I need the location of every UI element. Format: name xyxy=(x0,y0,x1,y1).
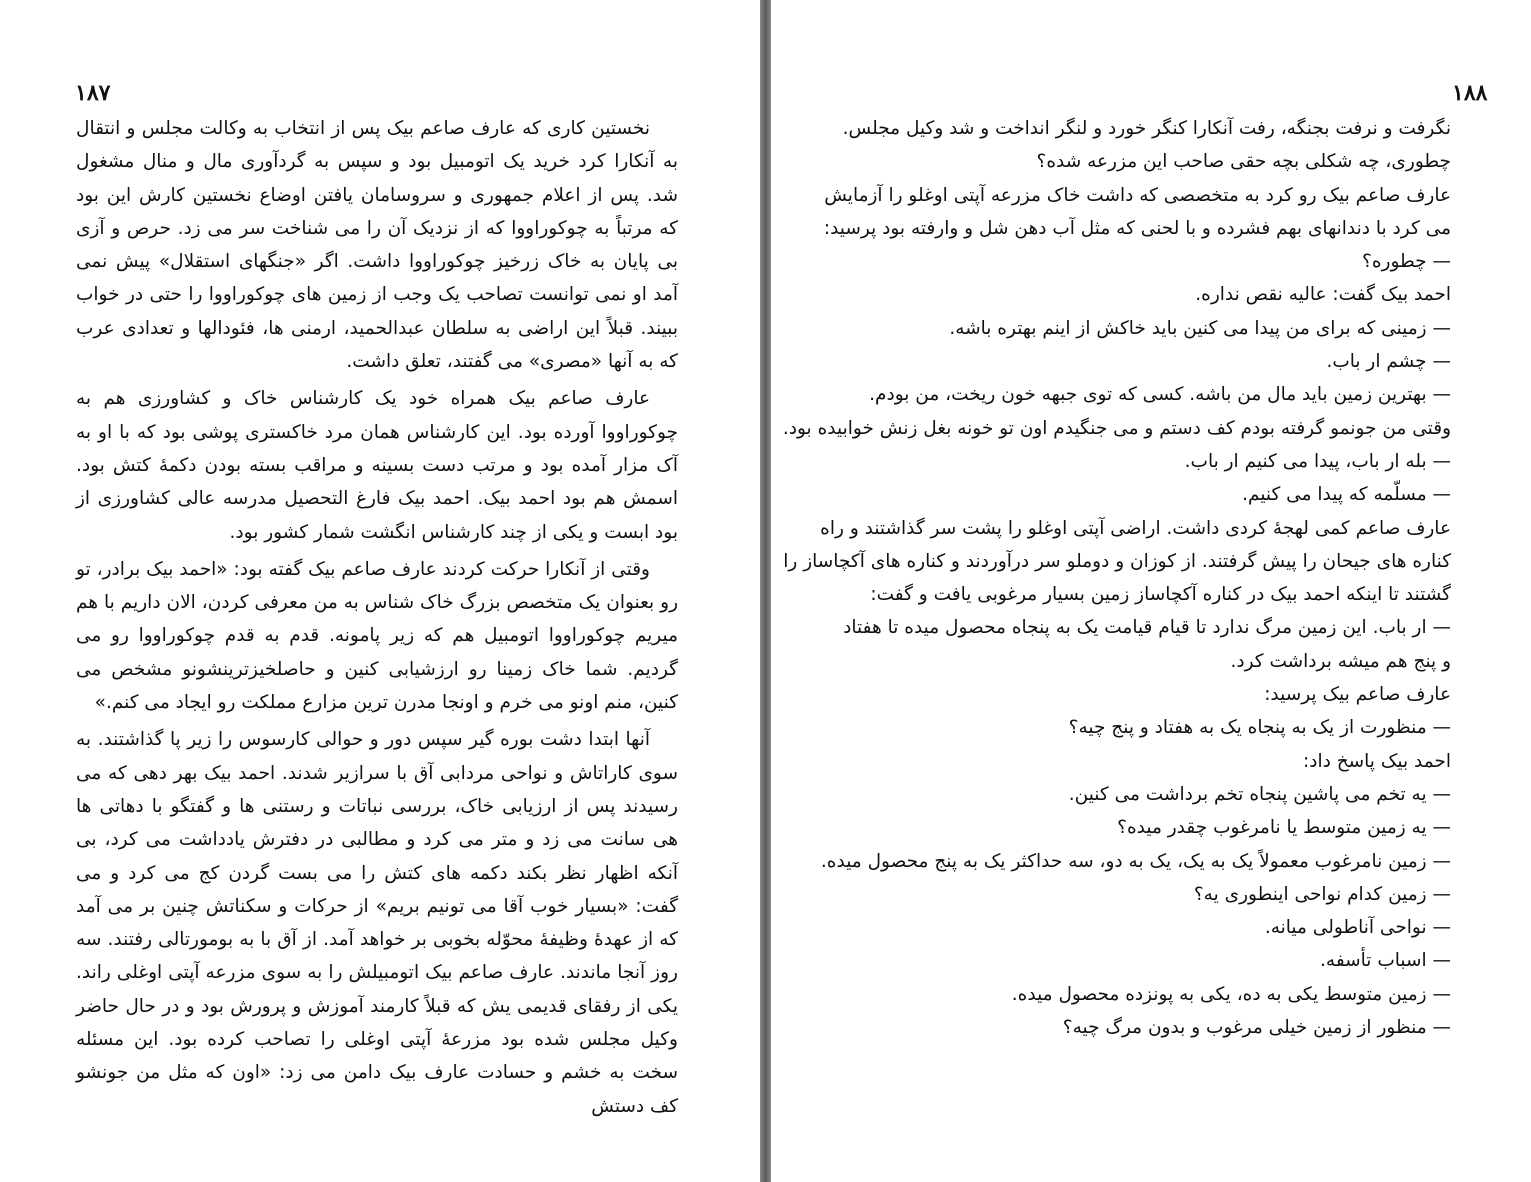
text-line: وقتی من جونمو گرفته بودم کف دستم و می جنگیدم اون تو خونه بغل زنش خوابیده بود. xyxy=(782,417,1451,439)
text-line: — زمین نامرغوب معمولاً یک به یک، یک به دو، سه حداکثر یک به پنج محصول میده. xyxy=(820,850,1451,872)
text-line: — زمین متوسط یکی به ده، یکی به پونزده محصول میده. xyxy=(1011,983,1451,1005)
text-line: — مسلّمه که پیدا می کنیم. xyxy=(1242,484,1451,506)
text-line: می کرد با دندانهای بهم فشرده و با لحنی که مثل آب دهن شل و وارفته بود پرسید: xyxy=(823,217,1451,239)
left-page xyxy=(0,0,760,1182)
right-page xyxy=(771,0,1531,1182)
text-line: عارف صاعم بیک پرسید: xyxy=(1264,684,1451,706)
text-line: — چطوره؟ xyxy=(1362,251,1451,273)
text-line: چطوری، چه شکلی بچه حقی صاحب این مزرعه شده؟ xyxy=(1036,151,1451,173)
text-line: و پنج هم میشه برداشت کرد. xyxy=(1230,650,1451,672)
left-page-body xyxy=(76,112,678,1123)
text-line: — زمینی که برای من پیدا می کنین باید خاکش از اینم بهتره باشه. xyxy=(949,317,1451,339)
text-line: گشتند تا اینکه احمد بیک در کناره آکچاساز زمین بسیار مرغوبی یافت و گفت: xyxy=(870,584,1451,606)
page-number-right: ۱۸۸ xyxy=(1452,80,1488,106)
paragraph: نخستین کاری که عارف صاعم بیک پس از انتخاب به وکالت مجلس و انتقال به آنکارا کرد خرید یک اتومبیل بود و سپس به گردآوری مال و منال مشغول شد. پس از اعلام جمهوری و سروسامان یافتن اوضاع نخستین کارش این بود که مرتباً به چوکوراووا که از نزدیک آن را می شناخت سر می زد. حرص و آزی بی پایان به خاک زرخیز چوکوراووا داشت. اگر «جنگهای استقلال» پیش نمی آمد او نمی توانست تصاحب یک وجب از زمین های چوکوراووا را حتی در خواب ببیند. قبلاً این اراضی به سلطان عبدالحمید، ارمنی ها، فئودالها و تعدادی عرب که به آنها «مصری» می گفتند، تعلق داشت. xyxy=(76,118,678,373)
text-line: نگرفت و نرفت بجنگه، رفت آنکارا کنگر خورد و لنگر انداخت و شد وکیل مجلس. xyxy=(842,118,1451,139)
text-line: عارف صاعم کمی لهجهٔ کردی داشت. اراضی آپتی اوغلو را پشت سر گذاشتند و راه xyxy=(820,517,1451,539)
text-line: — منظور از زمین خیلی مرغوب و بدون مرگ چیه؟ xyxy=(1062,1017,1451,1039)
paragraph: آنها ابتدا دشت بوره گیر سپس دور و حوالی کارسوس را زیر پا گذاشتند. به سوی کاراتاش و نواحی مردابی آق با سرازیر شدند. احمد بیک بهر دهی که می رسیدند پس از ارزیابی خاک، بررسی نباتات و رستنی ها و گفتگو با دهاتی ها هی سانت می زد و متر می کرد و مطالبی در دفترش یادداشت می کرد، بی آنکه اظهار نظر بکند دکمه های کتش را می بست گردن کج می کرد و می گفت: «بسیار خوب آقا می تونیم بریم» از حرکات و سکناتش چنین بر می آمد که از عهدهٔ وظیفهٔ محوّله بخوبی بر خواهد آمد. از آق با به بومورتالی رفتند. سه روز آنجا ماندند. عارف صاعم بیک اتومبیلش را به سوی مزرعه آپتی اوغلی راند. یکی از رفقای قدیمی یش که قبلاً کارمند آموزش و پرورش بود و در حال حاضر وکیل مجلس شده بود مزرعهٔ آپتی اوغلی را تصاحب کرده بود. این مسئله سخت به خشم و حسادت عارف بیک دامن می زد: «اون که مثل من جونشو کف دستش xyxy=(76,729,678,1117)
text-line: — ار باب. این زمین مرگ ندارد تا قیام قیامت یک به پنجاه محصول میده تا هفتاد xyxy=(843,617,1451,639)
text-line: — نواحی آناطولی میانه. xyxy=(1264,917,1451,939)
text-line: — منظورت از یک به پنجاه یک به هفتاد و پنج چیه؟ xyxy=(1068,717,1451,739)
right-page-body xyxy=(782,112,1451,1044)
text-line: — اسباب تأسفه. xyxy=(1320,950,1451,972)
text-line: احمد بیک گفت: عالیه نقص نداره. xyxy=(1195,284,1451,306)
text-line: احمد بیک پاسخ داد: xyxy=(1303,750,1451,772)
paragraph: عارف صاعم بیک همراه خود یک کارشناس خاک و کشاورزی هم به چوکوراووا آورده بود. این کارشناس همان مرد خاکستری پوشی بود که با او به آک مزار آمده بود و مرتب دست بسینه و مراقب بسته بودن دکمهٔ کتش بود. اسمش هم بود احمد بیک. احمد بیک فارغ التحصیل مدرسه عالی کشاورزی از بود ابست و یکی از چند کارشناس انگشت شمار کشور بود. xyxy=(76,388,678,543)
text-line: — یه تخم می پاشین پنجاه تخم برداشت می کنین. xyxy=(1068,783,1451,805)
text-line: عارف صاعم بیک رو کرد به متخصصی که داشت خاک مزرعه آپتی اوغلو را آزمایش xyxy=(824,184,1451,206)
paragraph: وقتی از آنکارا حرکت کردند عارف صاعم بیک گفته بود: «احمد بیک برادر، تو رو بعنوان یک متخصص بزرگ خاک شناس به من معرفی کردن، الان داریم با هم میریم چوکوراووا اتومبیل هم که زیر پامونه. قدم به قدم چوکوراووا رو می گردیم. شما خاک زمینا رو ارزشیابی کنین و حاصلخیزترینشونو مشخص می کنین، منم اونو می خرم و اونجا مدرن ترین مزارع مملکت رو ایجاد می کنم.» xyxy=(76,558,678,714)
book-gutter xyxy=(760,0,771,1182)
text-line: — بهترین زمین باید مال من باشه. کسی که توی جبهه خون ریخت، من بودم. xyxy=(869,384,1451,406)
text-line: — چشم ار باب. xyxy=(1326,351,1451,373)
page-number-left: ۱۸۷ xyxy=(75,80,111,106)
text-line: — بله ار باب، پیدا می کنیم ار باب. xyxy=(1184,450,1451,472)
text-line: — یه زمین متوسط یا نامرغوب چقدر میده؟ xyxy=(1117,817,1451,839)
text-line: — زمین کدام نواحی اینطوری یه؟ xyxy=(1193,883,1451,905)
text-line: کناره های جیحان را پیش گرفتند. از کوزان و دوملو سر درآوردند و کناره های آکچاساز را xyxy=(783,550,1451,572)
